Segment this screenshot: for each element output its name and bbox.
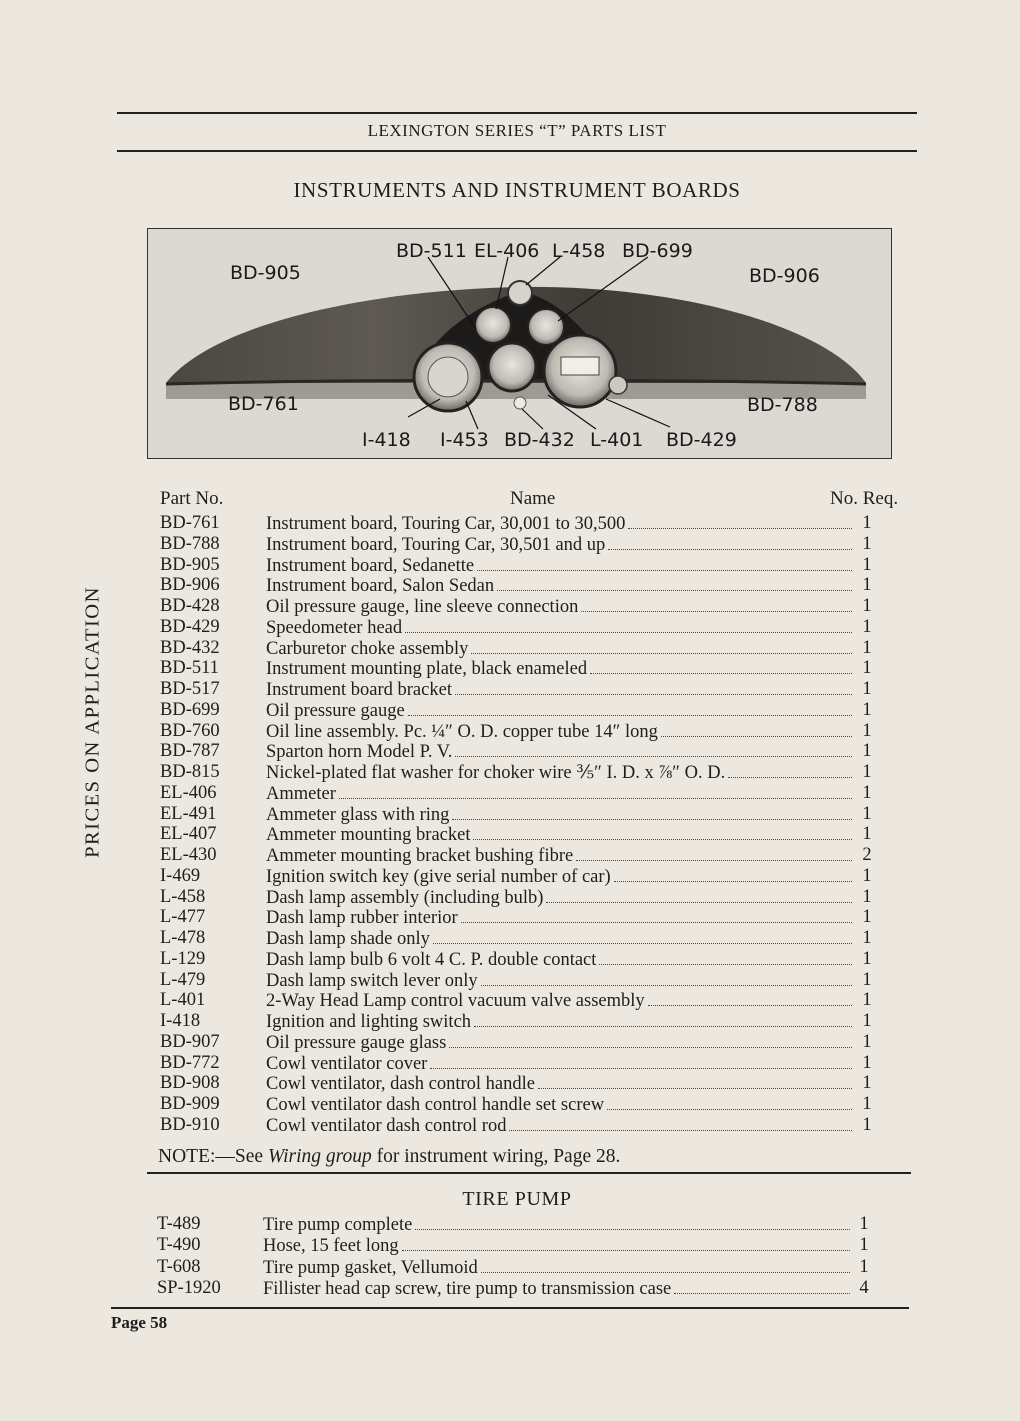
quantity-required: 1: [862, 637, 872, 658]
callout-el-406: EL-406: [474, 240, 540, 262]
part-name: Tire pump complete: [263, 1215, 413, 1235]
table-row: [0, 1094, 1020, 1115]
part-name-cell: [266, 1073, 852, 1095]
part-name-cell: [266, 596, 852, 618]
quantity-required: 1: [862, 1031, 872, 1052]
part-number: L-129: [160, 948, 206, 969]
table-row: [0, 824, 1020, 845]
header-name: Name: [510, 488, 556, 509]
side-label-text: PRICES ON APPLICATION: [81, 586, 104, 858]
table-row: [0, 949, 1020, 970]
part-number: BD-908: [160, 1073, 220, 1094]
dot-leader: [661, 721, 852, 737]
part-name: Oil pressure gauge: [266, 700, 405, 721]
quantity-required: 1: [859, 1235, 869, 1256]
table-row: [0, 658, 1020, 679]
quantity-required: 1: [859, 1256, 869, 1277]
table-row: [0, 866, 1020, 887]
table-row: [0, 1115, 1020, 1136]
table-row: [0, 513, 1020, 534]
footer-rule: [111, 1307, 909, 1309]
part-name-cell: [266, 658, 852, 680]
part-name-cell: [266, 928, 852, 950]
quantity-required: 1: [862, 1052, 872, 1073]
quantity-required: 1: [862, 1094, 872, 1114]
dot-leader: [607, 1094, 852, 1110]
dot-leader: [497, 575, 852, 591]
part-number: I-418: [160, 1011, 201, 1031]
instrument-board-figure: [147, 228, 892, 459]
callout-bd-761: BD-761: [228, 393, 299, 415]
part-name-cell: [266, 534, 852, 556]
quantity-required: 2: [862, 845, 872, 865]
callout-i-418: I-418: [362, 429, 411, 451]
dot-leader: [728, 762, 852, 778]
part-number: BD-517: [160, 679, 220, 699]
part-number: BD-772: [160, 1052, 220, 1073]
part-name: Instrument board, Touring Car, 30,001 to 30,500: [266, 514, 626, 534]
part-number: BD-906: [160, 575, 220, 596]
table-row: [0, 1032, 1020, 1053]
part-name-cell: [266, 804, 852, 826]
page-number: Page 58: [111, 1313, 168, 1332]
part-number: BD-429: [160, 616, 220, 637]
part-name-cell: [266, 824, 852, 846]
dash-lamp: [508, 281, 532, 305]
part-name: Tire pump gasket, Vellumoid: [263, 1257, 478, 1278]
dot-leader: [608, 534, 852, 550]
part-name-cell: [263, 1214, 850, 1236]
dot-leader: [433, 928, 852, 944]
part-name: Carburetor choke assembly: [266, 638, 469, 659]
part-name: Speedometer head: [266, 617, 403, 638]
part-number: I-469: [160, 865, 201, 886]
quantity-required: 1: [862, 699, 872, 720]
header-part-no: Part No.: [160, 488, 224, 509]
part-name: Instrument board, Touring Car, 30,501 and up: [266, 534, 606, 555]
part-name-cell: [266, 845, 852, 867]
quantity-required: 1: [862, 1114, 872, 1135]
dot-leader: [455, 741, 852, 757]
part-number: SP-1920: [157, 1277, 221, 1298]
quantity-required: 1: [862, 679, 872, 699]
part-number: BD-907: [160, 1031, 220, 1052]
dot-leader: [405, 617, 852, 633]
quantity-required: 1: [862, 596, 872, 616]
callout-bd-432: BD-432: [504, 429, 575, 451]
table-row: [0, 575, 1020, 596]
dot-leader: [674, 1278, 850, 1294]
part-name-cell: [266, 721, 852, 743]
gauge-center: [488, 343, 536, 391]
part-number: BD-761: [160, 513, 220, 533]
part-number: BD-432: [160, 637, 220, 658]
part-name-cell: [266, 907, 852, 929]
table-row: [0, 534, 1020, 555]
table-row: [0, 845, 1020, 866]
dot-leader: [474, 1011, 852, 1027]
part-name: Cowl ventilator, dash control handle: [266, 1074, 535, 1095]
table-row: [0, 1235, 1020, 1256]
table-row: [0, 887, 1020, 908]
table-row: [0, 721, 1020, 742]
quantity-required: 1: [862, 969, 872, 990]
quantity-required: 1: [862, 886, 872, 907]
dot-leader: [452, 804, 852, 820]
dot-leader: [449, 1032, 852, 1048]
section-title: INSTRUMENTS AND INSTRUMENT BOARDS: [293, 178, 741, 202]
quantity-required: 1: [862, 762, 872, 782]
part-name: Instrument board, Salon Sedan: [266, 576, 495, 597]
part-number: EL-407: [160, 824, 217, 845]
dot-leader: [473, 824, 852, 840]
part-number: L-458: [160, 886, 206, 907]
note-emphasis: Wiring group: [267, 1146, 372, 1167]
part-name: Ammeter glass with ring: [266, 804, 450, 825]
part-name-cell: [266, 741, 852, 763]
part-name-cell: [266, 1032, 852, 1054]
part-name-cell: [266, 762, 852, 784]
part-name-cell: [266, 866, 852, 888]
quantity-required: 1: [862, 803, 872, 824]
quantity-required: 1: [862, 616, 872, 637]
part-name: Oil pressure gauge glass: [266, 1032, 447, 1053]
quantity-required: 1: [862, 990, 872, 1011]
callout-l-458: L-458: [552, 240, 606, 262]
dot-leader: [430, 1053, 852, 1069]
callout-bd-906: BD-906: [749, 265, 820, 287]
header-top-rule: [117, 112, 917, 114]
callout-bd-699: BD-699: [622, 240, 693, 262]
part-number: EL-430: [160, 845, 217, 865]
part-name: Cowl ventilator dash control handle set screw: [266, 1095, 605, 1115]
note-rule: [147, 1172, 911, 1174]
wiring-note: [158, 1146, 620, 1168]
dot-leader: [408, 700, 852, 716]
part-number: BD-909: [160, 1094, 220, 1114]
part-name-cell: [266, 513, 852, 535]
dot-leader: [471, 638, 852, 654]
part-number: BD-511: [160, 658, 219, 679]
quantity-required: 4: [859, 1277, 869, 1298]
table-row: [0, 1278, 1020, 1299]
callout-bd-429: BD-429: [666, 429, 737, 451]
part-name: Sparton horn Model P. V.: [266, 742, 453, 763]
quantity-required: 1: [862, 533, 872, 554]
part-name: Dash lamp shade only: [266, 929, 430, 949]
choke-knob: [514, 397, 526, 409]
table-row: [0, 638, 1020, 659]
part-number: BD-428: [160, 596, 220, 616]
part-name-cell: [266, 783, 852, 805]
table-row: [0, 804, 1020, 825]
part-number: T-490: [157, 1235, 201, 1256]
part-number: L-479: [160, 969, 206, 990]
part-name-cell: [266, 638, 852, 660]
part-number: BD-905: [160, 554, 220, 575]
quantity-required: 1: [862, 554, 872, 575]
quantity-required: 1: [862, 741, 872, 762]
dot-leader: [481, 1257, 850, 1273]
callout-bd-905: BD-905: [230, 262, 301, 284]
quantity-required: 1: [862, 720, 872, 741]
dot-leader: [402, 1235, 850, 1251]
part-name: Dash lamp assembly (including bulb): [266, 887, 544, 908]
callout-bd-511: BD-511: [396, 240, 467, 262]
part-name-cell: [263, 1278, 850, 1300]
table-row: [0, 928, 1020, 949]
part-name: Dash lamp rubber interior: [266, 908, 458, 929]
quantity-required: 1: [862, 1011, 872, 1031]
note-prefix: NOTE:—See: [158, 1146, 268, 1167]
part-name-cell: [266, 617, 852, 639]
table-row: [0, 990, 1020, 1011]
table-row: [0, 617, 1020, 638]
dot-leader: [546, 887, 852, 903]
part-number: BD-787: [160, 741, 220, 762]
part-name-cell: [263, 1235, 850, 1257]
part-name-cell: [266, 1094, 852, 1116]
part-name-cell: [266, 887, 852, 909]
part-name: Dash lamp switch lever only: [266, 970, 478, 991]
part-number: L-478: [160, 928, 206, 948]
table-row: [0, 741, 1020, 762]
dot-leader: [648, 990, 852, 1006]
part-name-cell: [263, 1257, 850, 1279]
table-row: [0, 596, 1020, 617]
oil-gauge: [528, 309, 564, 345]
part-name: Instrument mounting plate, black enameled: [266, 659, 588, 680]
part-name-cell: [266, 990, 852, 1012]
part-name: Ammeter: [266, 783, 336, 804]
callout-bd-788: BD-788: [747, 394, 818, 416]
dot-leader: [576, 845, 852, 861]
quantity-required: 1: [862, 1073, 872, 1094]
table-row: [0, 1257, 1020, 1278]
part-name: Cowl ventilator dash control rod: [266, 1115, 507, 1136]
table-row: [0, 783, 1020, 804]
quantity-required: 1: [862, 928, 872, 948]
table-row: [0, 1053, 1020, 1074]
part-number: BD-760: [160, 720, 220, 741]
part-name-cell: [266, 555, 852, 577]
part-name-cell: [266, 1011, 852, 1033]
table-row: [0, 762, 1020, 783]
tire-pump-title: TIRE PUMP: [462, 1188, 572, 1210]
callout-i-453: I-453: [440, 429, 489, 451]
header-no-req: No. Req.: [830, 488, 899, 509]
quantity-required: 1: [862, 824, 872, 845]
dot-leader: [628, 513, 852, 529]
part-number: BD-910: [160, 1114, 220, 1135]
quantity-required: 1: [859, 1214, 869, 1234]
dot-leader: [599, 949, 852, 965]
header-bottom-rule: [117, 150, 917, 152]
part-name-cell: [266, 700, 852, 722]
part-name-cell: [266, 970, 852, 992]
note-suffix: for instrument wiring, Page 28.: [371, 1146, 621, 1167]
part-number: BD-699: [160, 699, 220, 720]
quantity-required: 1: [862, 948, 872, 969]
part-name: Nickel-plated flat washer for choker wire ⅗″ I. D. x ⅞″ O. D.: [266, 763, 726, 783]
dot-leader: [538, 1073, 852, 1089]
dot-leader: [461, 907, 852, 923]
table-row: [0, 555, 1020, 576]
part-name: Instrument board, Sedanette: [266, 555, 475, 576]
table-row: [0, 700, 1020, 721]
table-row: [0, 970, 1020, 991]
part-name: Ammeter mounting bracket: [266, 825, 471, 846]
part-name: Cowl ventilator cover: [266, 1053, 428, 1074]
quantity-required: 1: [862, 658, 872, 679]
part-name: Ignition switch key (give serial number of car): [266, 866, 611, 887]
part-number: L-477: [160, 907, 206, 928]
part-name: Dash lamp bulb 6 volt 4 C. P. double contact: [266, 949, 597, 970]
table-row: [0, 1214, 1020, 1235]
dot-leader: [509, 1115, 852, 1131]
dot-leader: [477, 555, 852, 571]
part-name-cell: [266, 575, 852, 597]
page-header-title: LEXINGTON SERIES “T” PARTS LIST: [367, 121, 667, 140]
dot-leader: [581, 596, 852, 612]
part-name: 2-Way Head Lamp control vacuum valve assembly: [266, 991, 645, 1012]
ammeter: [475, 307, 511, 343]
table-row: [0, 907, 1020, 928]
dot-leader: [614, 866, 852, 882]
table-row: [0, 1073, 1020, 1094]
part-name-cell: [266, 679, 852, 701]
part-name: Oil line assembly. Pc. ¼″ O. D. copper tube 14″ long: [266, 721, 658, 742]
part-number: T-489: [157, 1214, 201, 1234]
part-name-cell: [266, 949, 852, 971]
table-row: [0, 679, 1020, 700]
part-name: Ignition and lighting switch: [266, 1012, 472, 1032]
part-name: Ammeter mounting bracket bushing fibre: [266, 846, 574, 866]
part-name-cell: [266, 1115, 852, 1137]
part-number: EL-491: [160, 803, 217, 824]
part-name: Fillister head cap screw, tire pump to transmission case: [263, 1278, 672, 1299]
dot-leader: [590, 658, 852, 674]
part-number: EL-406: [160, 782, 217, 803]
quantity-required: 1: [862, 575, 872, 596]
quantity-required: 1: [862, 513, 872, 533]
part-name-cell: [266, 1053, 852, 1075]
part-number: BD-815: [160, 762, 220, 782]
dot-leader: [415, 1214, 850, 1230]
dot-leader: [481, 970, 852, 986]
dot-leader: [455, 679, 852, 695]
quantity-required: 1: [862, 865, 872, 886]
quantity-required: 1: [862, 907, 872, 928]
dot-leader: [339, 783, 852, 799]
part-name: Hose, 15 feet long: [263, 1236, 399, 1257]
part-number: T-608: [157, 1256, 201, 1277]
part-name: Oil pressure gauge, line sleeve connection: [266, 597, 579, 617]
part-name: Instrument board bracket: [266, 680, 452, 700]
callout-l-401: L-401: [590, 429, 644, 451]
quantity-required: 1: [862, 782, 872, 803]
table-row: [0, 1011, 1020, 1032]
part-number: BD-788: [160, 533, 220, 554]
part-number: L-401: [160, 990, 206, 1011]
